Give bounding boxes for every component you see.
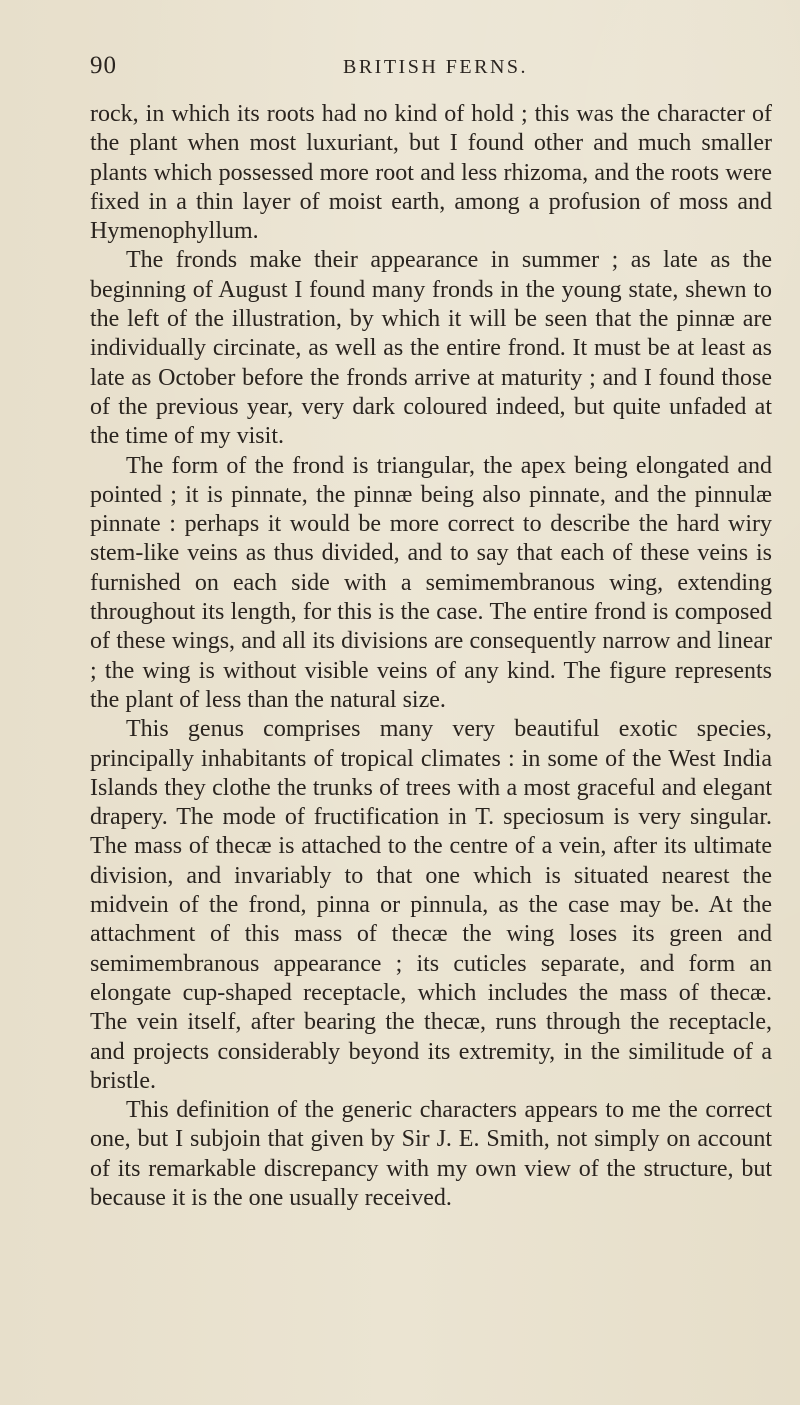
page-header [90, 52, 770, 92]
page-number: 90 [90, 52, 117, 79]
paragraph-genus-description: This genus comprises many very beautiful exotic species, principally inhabitants of tropical climates : in some of the West India Islands they clothe the trunks of trees with a most graceful and elegant drapery. The mode of fructification in T. speciosum is very singular. The mass of thecæ is attached to the centre of a vein, after its ultimate division, and invariably to that one which is situated nearest the midvein of the frond, pinna or pinnula, as the case may be. At the attachment of this mass of thecæ the wing loses its green and semimembranous appearance ; its cuticles separate, and form an elongate cup-shaped receptacle, which includes the mass of thecæ. The vein itself, after bearing the thecæ, runs through the receptacle, and projects considerably beyond its extremity, in the similitude of a bristle. [90, 716, 772, 1094]
paragraph-fronds-appearance: The fronds make their appearance in summer ; as late as the beginning of August I found many fronds in the young state, shewn to the left of the illustration, by which it will be seen that the pinnæ are individually circinate, as well as the entire frond. It must be at least as late as October before the fronds arrive at maturity ; and I found those of the previous year, very dark coloured indeed, but quite unfaded at the time of my visit. [90, 247, 772, 450]
body-text [90, 100, 772, 1213]
running-head: BRITISH FERNS. [343, 56, 529, 78]
paragraph-frond-form: The form of the frond is triangular, the apex being elongated and pointed ; it is pinnate, the pinnæ being also pinnate, and the pinnulæ pinnate : perhaps it would be more correct to describe the hard wiry stem-like veins as thus divided, and to say that each of these veins is furnished on each side with a semimembranous wing, extending throughout its length, for this is the case. The entire frond is composed of these wings, and all its divisions are consequently narrow and linear ; the wing is without visible veins of any kind. The figure represents the plant of less than the natural size. [90, 452, 772, 713]
paragraph-continuation: rock, in which its roots had no kind of hold ; this was the character of the plant when most luxuriant, but I found other and much smaller plants which possessed more root and less rhizoma, and the roots were fixed in a thin layer of moist earth, among a profusion of moss and Hymenophyllum. [90, 101, 772, 245]
paragraph-generic-definition: This definition of the generic characters appears to me the correct one, but I subjoin that given by Sir J. E. Smith, not simply on account of its remarkable discrepancy with my own view of the structure, but because it is the one usually received. [90, 1097, 772, 1211]
